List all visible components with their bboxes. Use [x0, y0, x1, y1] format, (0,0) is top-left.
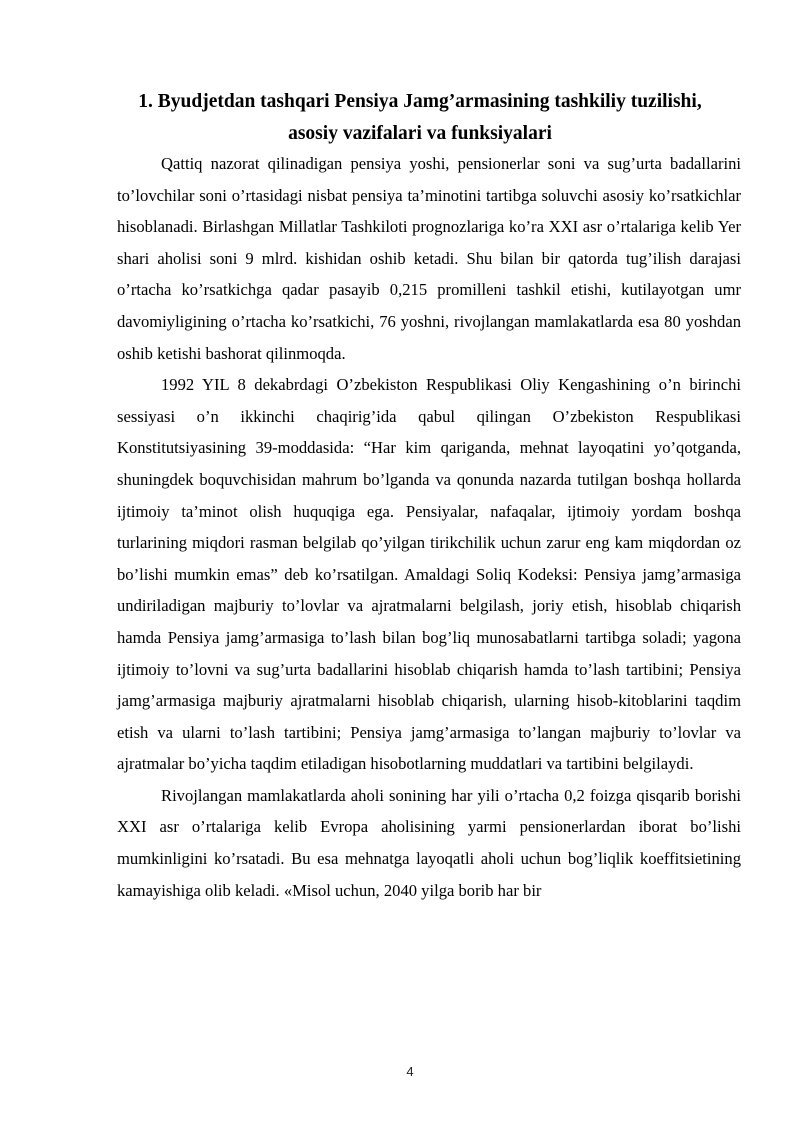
page-number: 4	[406, 1064, 414, 1079]
paragraph-constitution: 1992 YIL 8 dekabrdagi O’zbekiston Respublikasi Oliy Kengashining o’n birinchi sessiyasi o’n ikkinchi chaqirig’ida qabul qilingan O’zbekiston Respublikasi Konstitutsiyasining 39-moddasida: “Har kim qariganda, mehnat layoqatini yo’qotganda, shuningdek boquvchisidan mahrum bo’lganda va qonunda nazarda tutilgan boshqa hollarda ijtimoiy ta’minot olish huquqiga ega. Pensiyalar, nafaqalar, ijtimoiy yordam boshqa turlarining miqdori rasman belgilab qo’yilgan tirikchilik uchun zarur eng kam miqdordan oz bo’lishi mumkin emas” deb ko’rsatilgan. Amaldagi Soliq Kodeksi: Pensiya jamg’armasiga undiriladigan majburiy to’lovlar va ajratmalarni belgilash, joriy etish, hisoblab chiqarish hamda Pensiya jamg’armasiga to’lash bilan bog’liq munosabatlarni tartibga soladi; yagona ijtimoiy to’lovni va sug’urta badallarini hisoblab chiqarish hamda to’lash tartibini; Pensiya jamg’armasiga majburiy ajratmalarni hisoblab chiqarish, ularning hisob-kitoblarini taqdim etish va ularni to’lash tartibini; Pensiya jamg’armasiga to’langan majburiy to’lovlar va ajratmalar bo’yicha taqdim etiladigan hisobotlarning muddatlari va tartibini belgilaydi.	[117, 375, 741, 774]
heading-line-1: 1. Byudjetdan tashqari Pensiya Jamg’armasining tashkiliy tuzilishi,	[138, 91, 702, 112]
section-heading	[100, 86, 740, 150]
paragraph-pension-ratio: Qattiq nazorat qilinadigan pensiya yoshi, pensionerlar soni va sug’urta badallarini to’lovchilar soni o’rtasidagi nisbat pensiya ta’minotini tartibga soluvchi asosiy ko’rsatkichlar hisoblanadi. Birlashgan Millatlar Tashkiloti prognozlariga ko’ra XXI asr o’rtalariga kelib Yer shari aholisi soni 9 mlrd. kishidan oshib ketadi. Shu bilan bir qatorda tug’ilish darajasi o’rtacha ko’rsatkichga qadar pasayib 0,215 promilleni tashkil etishi, kutilayotgan umr davomiyligining o’rtacha ko’rsatkichi, 76 yoshni, rivojlangan mamlakatlarda esa 80 yoshdan oshib ketishi bashorat qilinmoqda.	[117, 154, 741, 363]
body-text	[117, 148, 741, 906]
heading-line-2: asosiy vazifalari va funksiyalari	[288, 123, 552, 144]
paragraph-population-decline: Rivojlangan mamlakatlarda aholi sonining har yili o’rtacha 0,2 foizga qisqarib borishi XXI asr o’rtalariga kelib Evropa aholisining yarmi pensionerlardan iborat bo’lishi mumkinligini ko’rsatadi. Bu esa mehnatga layoqatli aholi uchun bog’liqlik koeffitsietining kamayishiga olib keladi. «Misol uchun, 2040 yilga borib har bir	[117, 785, 741, 900]
